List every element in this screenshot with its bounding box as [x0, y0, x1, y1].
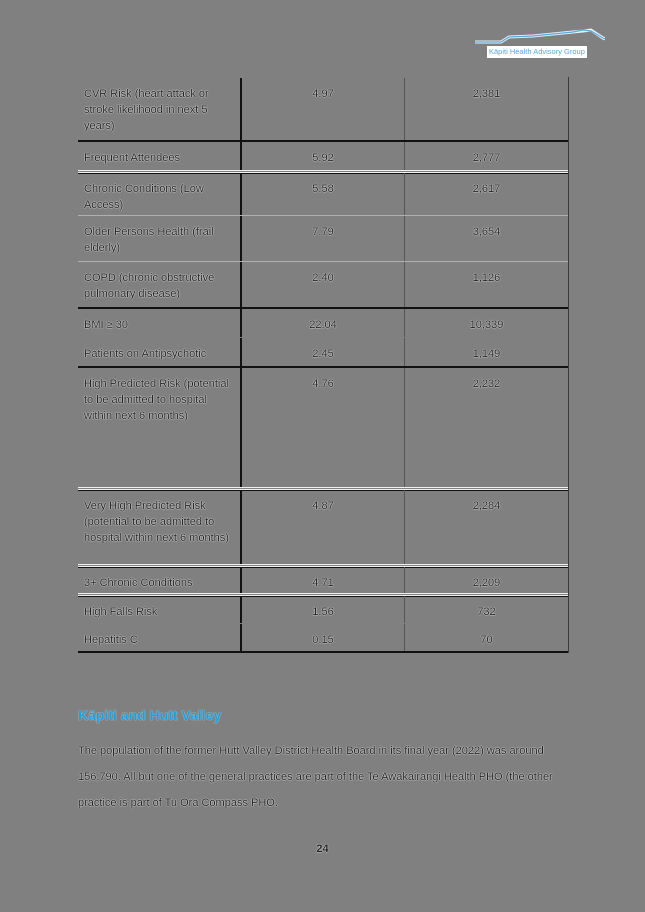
- row-count: 1,149: [404, 338, 568, 366]
- row-count: 2,284: [404, 490, 568, 564]
- row-percent: 2.45: [240, 338, 404, 366]
- row-count: 2,232: [404, 368, 568, 487]
- row-label: CVR Risk (heart attack or stroke likelihood in next 5 years): [84, 88, 209, 132]
- table-row: [78, 140, 568, 170]
- row-count: 1,126: [404, 262, 568, 307]
- table-row: [78, 564, 568, 593]
- row-label: Frequent Attendees: [84, 152, 181, 164]
- row-count: 2,617: [404, 173, 568, 215]
- row-count: 10,339: [404, 309, 568, 337]
- table-row: [78, 307, 568, 337]
- row-count: 2,209: [404, 567, 568, 593]
- row-percent: 5.92: [240, 142, 404, 170]
- row-label: Chronic Conditions (Low Access): [84, 183, 204, 211]
- table-row: [78, 170, 568, 215]
- row-count: 2,777: [404, 142, 568, 170]
- row-percent: 4.97: [240, 78, 404, 140]
- row-percent: 5.58: [240, 173, 404, 215]
- table-row: [78, 487, 568, 564]
- page-number: 24: [316, 843, 329, 855]
- row-label: Hepatitis C: [84, 634, 138, 646]
- row-label: Very High Predicted Risk (potential to be admitted to hospital within next 6 months): [84, 500, 229, 544]
- row-label: 3+ Chronic Conditions: [84, 577, 193, 589]
- health-risk-table: [78, 77, 569, 653]
- section-paragraph: The population of the former Hutt Valley District Health Board in its final year (2022) was around 156,790. All but one of the general practices are part of the Te Awakairangi Health PHO (the other practice is part of Tu Ora Compass PHO.: [78, 745, 553, 809]
- row-count: 3,654: [404, 216, 568, 261]
- section-heading: Kāpiti and Hutt Valley: [78, 707, 222, 723]
- row-count: 2,381: [404, 78, 568, 140]
- row-percent: 4.76: [240, 368, 404, 487]
- row-label: Patients on Antipsychotic: [84, 348, 207, 360]
- row-count: 732: [404, 596, 568, 623]
- kapiti-health-advisory-group-logo: [473, 24, 605, 60]
- table-row: [78, 366, 568, 487]
- table-row: [78, 337, 568, 366]
- row-label: BMI ≥ 30: [84, 319, 128, 331]
- row-percent: 4.87: [240, 490, 404, 564]
- table-row: [78, 215, 568, 261]
- logo-text: Kāpiti Health Advisory Group: [489, 47, 585, 56]
- table-row: [78, 593, 568, 623]
- row-percent: 22.04: [240, 309, 404, 337]
- row-percent: 7.79: [240, 216, 404, 261]
- table-row: [78, 77, 568, 140]
- row-label: High Falls Risk: [84, 606, 158, 618]
- row-percent: 4.71: [240, 567, 404, 593]
- row-label: Older Persons Health (frail elderly): [84, 226, 214, 254]
- row-percent: 0.15: [240, 624, 404, 651]
- row-percent: 2.40: [240, 262, 404, 307]
- table-row: [78, 623, 568, 653]
- hills-line-icon: [473, 24, 605, 46]
- row-percent: 1.56: [240, 596, 404, 623]
- row-count: 70: [404, 624, 568, 651]
- table-row: [78, 261, 568, 307]
- row-label: COPD (chronic obstructive pulmonary disease): [84, 272, 215, 300]
- row-label: High Predicted Risk (potential to be admitted to hospital within next 6 months): [84, 378, 229, 422]
